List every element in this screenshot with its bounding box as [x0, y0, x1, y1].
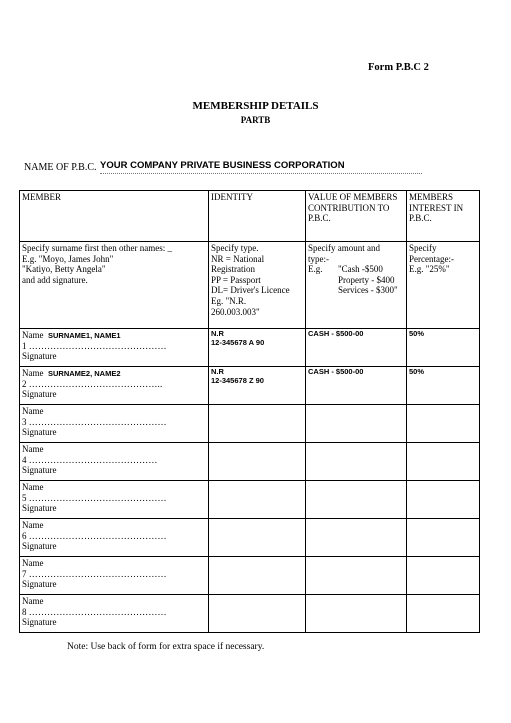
pbc-name-field[interactable]: YOUR COMPANY PRIVATE BUSINESS CORPORATION [100, 160, 422, 174]
identity-cell[interactable] [209, 595, 306, 633]
member-name-field[interactable]: SURNAME2, NAME2 [48, 369, 121, 378]
interest-cell[interactable] [407, 443, 480, 481]
dotted-line: …………………………………… [28, 454, 158, 465]
member-row [20, 519, 480, 557]
interest-field[interactable]: 50% [409, 329, 425, 338]
member-name-line [22, 558, 206, 569]
signature-label: Signature [22, 389, 57, 400]
identity-cell[interactable] [209, 557, 306, 595]
dotted-line: ……………………………………… [28, 340, 167, 351]
signature-label: Signature [22, 427, 57, 438]
instruction-line: Specify [409, 243, 437, 253]
interest-instructions [407, 242, 480, 329]
member-name-line [22, 520, 206, 531]
instruction-line: PP = Passport [211, 274, 261, 285]
contribution-cell[interactable] [306, 519, 407, 557]
column-header-contribution: VALUE OF MEMBERS CONTRIBUTION TO P.B.C. [306, 191, 407, 242]
member-row [20, 443, 480, 481]
name-label: Name [22, 482, 44, 492]
contribution-field[interactable]: CASH - $500-00 [308, 367, 364, 376]
dotted-line: ……………………………………… [28, 492, 167, 503]
contribution-cell[interactable] [306, 405, 407, 443]
member-number-line [22, 531, 206, 542]
instruction-line: and add signature. [22, 274, 88, 285]
row-number: 8 [22, 606, 27, 617]
row-number: 4 [22, 454, 27, 465]
row-number: 5 [22, 492, 27, 503]
member-row [20, 329, 480, 367]
identity-cell[interactable] [209, 443, 306, 481]
signature-label: Signature [22, 465, 57, 476]
member-name-line [22, 406, 206, 417]
member-cell[interactable] [20, 443, 209, 481]
instruction-line: Eg. "N.R. [211, 296, 247, 307]
member-name-line [22, 444, 206, 455]
instruction-line: 260.003.003" [211, 306, 260, 317]
name-label: Name [22, 558, 44, 568]
instruction-example-row [308, 264, 404, 296]
membership-table [19, 190, 480, 633]
pbc-name-label: NAME OF P.B.C. [24, 162, 97, 173]
id-type-field[interactable]: N.R [211, 367, 224, 376]
identity-cell[interactable] [209, 367, 306, 405]
member-number-line [22, 417, 206, 428]
page-title: MEMBERSHIP DETAILS [192, 100, 319, 112]
interest-cell[interactable] [407, 405, 480, 443]
member-number-line [22, 493, 206, 504]
contribution-cell[interactable] [306, 481, 407, 519]
interest-cell[interactable] [407, 557, 480, 595]
member-row [20, 557, 480, 595]
name-label: Name [22, 330, 44, 340]
interest-cell[interactable] [407, 367, 480, 405]
identity-cell[interactable] [209, 519, 306, 557]
member-cell[interactable] [20, 367, 209, 405]
instruction-line: Registration [211, 264, 255, 275]
id-number-field[interactable]: 12-345678 Z 90 [211, 375, 264, 385]
contribution-field[interactable]: CASH - $500-00 [308, 329, 364, 338]
member-name-line [22, 596, 206, 607]
member-row [20, 367, 480, 405]
member-cell[interactable] [20, 481, 209, 519]
instruction-line: E.g. "Moyo, James John" [22, 253, 114, 264]
signature-label: Signature [22, 579, 57, 590]
identity-cell[interactable] [209, 481, 306, 519]
column-header-identity: IDENTITY [209, 191, 306, 242]
instruction-line: E.g. "25%" [409, 264, 450, 275]
member-cell[interactable] [20, 329, 209, 367]
instruction-line: Specify amount and [308, 243, 380, 253]
signature-label: Signature [22, 351, 57, 362]
member-name-line [22, 368, 206, 379]
instruction-line: DL= Driver's Licence [211, 285, 290, 296]
dotted-line: ……………………………………… [28, 530, 167, 541]
identity-instructions [209, 242, 306, 329]
instruction-eg-label: E.g. [308, 264, 323, 275]
interest-cell[interactable] [407, 329, 480, 367]
signature-label: Signature [22, 503, 57, 514]
id-type-field[interactable]: N.R [211, 329, 224, 338]
instruction-line: Specify surname first then other names: _ [22, 243, 172, 253]
signature-label: Signature [22, 541, 57, 552]
instruction-line: Services - $300" [338, 285, 398, 296]
row-number: 6 [22, 530, 27, 541]
interest-cell[interactable] [407, 481, 480, 519]
contribution-cell[interactable] [306, 443, 407, 481]
member-cell[interactable] [20, 595, 209, 633]
form-number: Form P.B.C 2 [368, 62, 429, 73]
member-row [20, 595, 480, 633]
member-number-line [22, 607, 206, 618]
contribution-instructions [306, 242, 407, 329]
interest-cell[interactable] [407, 595, 480, 633]
contribution-cell[interactable] [306, 595, 407, 633]
member-cell[interactable] [20, 519, 209, 557]
name-label: Name [22, 444, 44, 454]
instruction-line: NR = National [211, 253, 265, 264]
instruction-line: Property - $400 [338, 274, 395, 285]
name-label: Name [22, 596, 44, 606]
member-cell[interactable] [20, 557, 209, 595]
instruction-line: "Katiyo, Betty Angela" [22, 264, 106, 275]
id-number-field[interactable]: 12-345678 A 90 [211, 337, 265, 347]
member-number-line [22, 455, 206, 466]
instructions-row [20, 242, 480, 329]
interest-cell[interactable] [407, 519, 480, 557]
member-name-field[interactable]: SURNAME1, NAME1 [48, 331, 121, 340]
signature-label: Signature [22, 617, 57, 628]
dotted-line: ……………………………………… [28, 416, 167, 427]
member-row [20, 481, 480, 519]
dotted-line: …………………………………….. [28, 378, 163, 389]
instruction-line: type:- [308, 253, 329, 264]
page-subtitle: PARTB [240, 115, 271, 125]
member-number-line [22, 379, 206, 390]
contribution-cell[interactable] [306, 329, 407, 367]
interest-field[interactable]: 50% [409, 367, 425, 376]
footer-note: Note: Use back of form for extra space if necessary. [67, 642, 265, 652]
dotted-line: ……………………………………… [28, 606, 167, 617]
row-number: 3 [22, 416, 27, 427]
column-header-member: MEMBER [20, 191, 209, 242]
dotted-line: ……………………………………… [28, 568, 167, 579]
identity-cell[interactable] [209, 329, 306, 367]
name-label: Name [22, 368, 44, 378]
row-number: 1 [22, 340, 27, 351]
member-row [20, 405, 480, 443]
member-number-line [22, 569, 206, 580]
instruction-line: Specify type. [211, 243, 259, 253]
member-cell[interactable] [20, 405, 209, 443]
name-label: Name [22, 520, 44, 530]
instruction-line: Percentage:- [409, 253, 454, 264]
instruction-line: "Cash -$500 [338, 264, 383, 275]
row-number: 7 [22, 568, 27, 579]
contribution-cell[interactable] [306, 367, 407, 405]
member-number-line [22, 341, 206, 352]
member-instructions [20, 242, 209, 329]
member-name-line [22, 330, 206, 341]
row-number: 2 [22, 378, 27, 389]
member-name-line [22, 482, 206, 493]
contribution-cell[interactable] [306, 557, 407, 595]
header-row [20, 191, 480, 242]
identity-cell[interactable] [209, 405, 306, 443]
column-header-interest: MEMBERS INTEREST IN P.B.C. [407, 191, 480, 242]
name-label: Name [22, 406, 44, 416]
